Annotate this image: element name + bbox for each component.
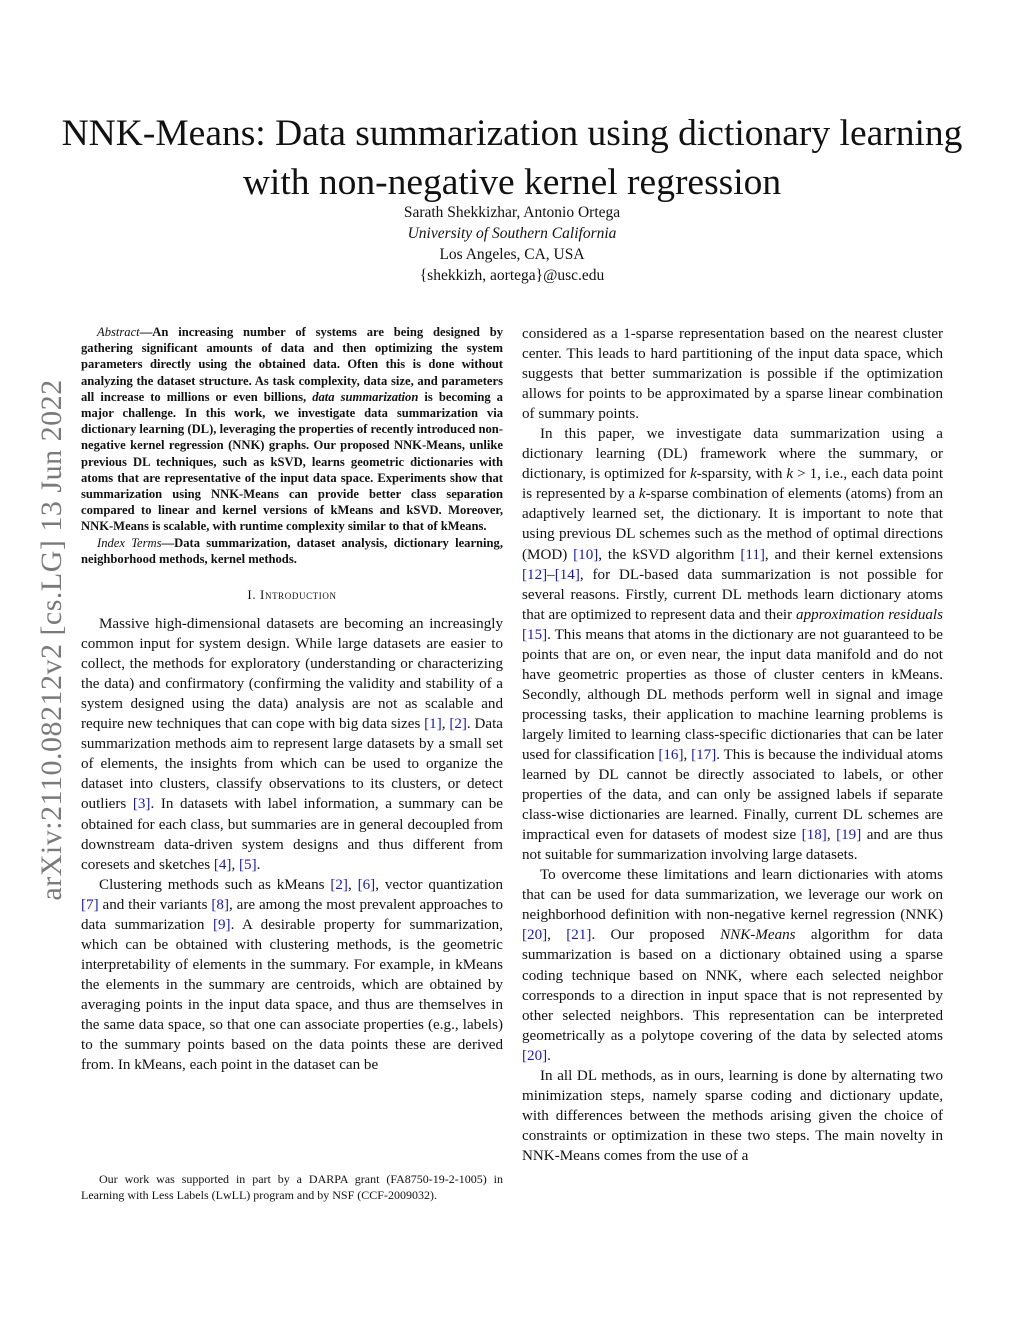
text-run: and their variants — [98, 896, 212, 913]
citation-link[interactable]: [2] — [449, 716, 467, 733]
footnote: Our work was supported in part by a DARPA grant (FA8750-19-2-1005) in Learning with Less Labels (LwLL) program and by NSF (CCF-2009032). — [81, 1172, 503, 1202]
text-run: , — [441, 716, 450, 733]
index-terms-text: —Data summarization, dataset analysis, dictionary learning, neighborhood methods, kernel methods. — [81, 535, 503, 566]
text-run: . Data summarization methods aim to represent large datasets by a small set of elements, the insights from which can be used to organize the dataset into clusters, classify observations to its clusters, or detect outliers — [81, 716, 503, 813]
text-run: , are among the most prevalent approaches to data summarization — [81, 896, 504, 933]
citation-link[interactable]: [2] — [330, 876, 348, 893]
text-run: Clustering methods such as kMeans — [99, 876, 331, 893]
math-variable: k — [786, 466, 794, 483]
emphasis-text: approximation residuals — [796, 606, 943, 623]
text-run: > 1, i.e., each data point is represented by a — [522, 466, 944, 503]
intro-paragraph-5: In all DL methods, as in ours, learning is done by alternating two minimization steps, namely sparse coding and dictionary update, with differences between the methods arising given the choice of constraints or optimization in these two steps. The main novelty in NNK-Means comes from the use of a — [522, 1067, 943, 1164]
author-names: Sarath Shekkizhar, Antonio Ortega — [403, 204, 621, 221]
abstract-label: Abstract — [97, 325, 140, 339]
citation-link[interactable]: [21] — [566, 927, 592, 944]
author-affiliation: University of Southern California — [407, 225, 617, 242]
text-run: Massive high-dimensional datasets are becoming an increasingly common input for system design. While large datasets are easier to collect, the methods for exploratory (understanding or characterizing the data) and confirmatory (confirming the validity and stability of a system designed using the data) analysis are not as scalable and require new techniques that can cope with big data sizes — [81, 616, 503, 733]
author-location: Los Angeles, CA, USA — [439, 246, 585, 263]
citation-link[interactable]: [15] — [522, 626, 548, 643]
citation-link[interactable]: [20] — [522, 1047, 548, 1064]
abstract-emphasis: data summarization — [312, 389, 419, 404]
left-column — [81, 324, 503, 1075]
text-run: In this paper, we investigate data summarization using a dictionary learning (DL) framework where the summary, or dictionary, is optimized for — [522, 426, 943, 483]
citation-link[interactable]: [7] — [81, 896, 99, 913]
section-title: Introduction — [260, 587, 337, 603]
abstract-text-cont: is becoming a major challenge. In this work, we investigate data summarization via dictionary learning (DL), leveraging the properties of recently introduced non-negative kernel regression (NNK) graphs. Our proposed NNK-Means, unlike previous DL techniques, such as kSVD, learns geometric dictionaries with atoms that are representative of the input data space. Experiments show that summarization using NNK-Means can provide better class separation compared to linear and kernel versions of kMeans and kSVD. Moreover, NNK-Means is scalable, with runtime complexity similar to that of kMeans. — [81, 389, 503, 534]
author-block — [0, 202, 1024, 286]
intro-paragraph-2 — [81, 875, 503, 1075]
citation-link[interactable]: [19] — [836, 827, 862, 844]
section-heading — [81, 587, 503, 603]
text-run: . In datasets with label information, a summary can be obtained for each class, but summaries are in general decoupled from downstream data-driven system designs and thus different from coresets and sketches — [81, 796, 503, 873]
citation-link[interactable]: [4] — [213, 856, 232, 873]
text-run: and are thus not suitable for summarization involving large datasets. — [522, 827, 944, 864]
text-run: , vector quantization — [375, 876, 504, 893]
emphasis-text: NNK-Means — [720, 927, 796, 944]
citation-link[interactable]: [6] — [357, 876, 376, 893]
intro-paragraph-continued: considered as a 1-sparse representation based on the nearest cluster center. This leads to hard partitioning of the input data space, which suggests that better summarization is possible if the optimization allows for points to be approximated by a sparse linear combination of summary points. — [522, 326, 943, 423]
citation-link[interactable]: [3] — [132, 796, 151, 813]
citation-link[interactable]: [11] — [740, 546, 765, 563]
citation-link[interactable]: [1] — [424, 716, 442, 733]
text-run: , — [347, 876, 358, 893]
citation-link[interactable]: [5] — [239, 856, 257, 873]
math-variable: k — [690, 466, 697, 483]
text-run: , — [683, 746, 692, 763]
text-run: , the kSVD algorithm — [598, 546, 741, 563]
text-run: . This means that atoms in the dictionary are not guaranteed to be points that are on, or even near, the input data manifold and do not have geometric properties as those of cluster centers in kMeans. Secondly, although DL methods perform well in signal and image processing tasks, their application to machine learning problems is largely limited to learning class-specific dictionaries that can be later used for classification — [522, 626, 943, 763]
index-terms — [81, 535, 503, 567]
citation-link[interactable]: [18] — [801, 827, 827, 844]
arxiv-identifier-stamp: arXiv:2110.08212v2 [cs.LG] 13 Jun 2022 — [35, 379, 68, 901]
section-number: I. — [247, 587, 261, 603]
text-run: , — [231, 856, 240, 873]
text-run: , — [826, 827, 837, 844]
right-column — [522, 324, 943, 1166]
text-run: -sparse combination of elements (atoms) from an adaptively learned set, the dictionary. It is important to note that using previous DL schemes such as the method of optimal directions (MOD) — [522, 486, 943, 563]
citation-link[interactable]: [12] — [522, 566, 548, 583]
author-email: {shekkizh, aortega}@usc.edu — [419, 267, 605, 284]
citation-link[interactable]: [8] — [211, 896, 229, 913]
paper-title: NNK-Means: Data summarization using dictionary learning with non-negative kernel regression — [61, 113, 963, 204]
text-run: . — [547, 1047, 551, 1064]
text-run: , — [547, 927, 567, 944]
text-run: , for DL-based data summarization is not possible for several reasons. Firstly, current DL methods learn dictionary atoms that are optimized to represent data and their — [522, 566, 943, 623]
citation-link[interactable]: [9] — [212, 916, 231, 933]
text-run: -sparsity, with — [696, 466, 787, 483]
intro-paragraph-1 — [81, 614, 503, 875]
text-run: . A desirable property for summarization, which can be obtained with clustering methods, is the geometric interpretability of elements in the summary. For example, in kMeans the elements in the summary are centroids, which are obtained by averaging points in the input data space, and thus are themselves in the same data space, so that one can associate properties (e.g., labels) to the summary points based on the data points these are derived from. In kMeans, each point in the dataset can be — [81, 916, 504, 1074]
text-run: , and their kernel extensions — [764, 546, 943, 563]
citation-link[interactable]: [20] — [522, 927, 548, 944]
text-run: . Our proposed — [591, 927, 721, 944]
abstract-text: —An increasing number of systems are being designed by gathering significant amounts of data and then optimizing the system parameters directly using the obtained data. Often this is done without analyzing the dataset structure. As task complexity, data size, and parameters all increase to millions or even billions, — [81, 325, 503, 404]
text-run: . — [256, 856, 261, 873]
intro-paragraph-4 — [522, 865, 943, 1065]
intro-paragraph-3 — [522, 424, 943, 865]
citation-link[interactable]: [14] — [554, 566, 580, 583]
math-variable: k — [638, 486, 646, 503]
citation-link[interactable]: [17] — [691, 746, 717, 763]
abstract — [81, 324, 503, 535]
citation-link[interactable]: [16] — [658, 746, 684, 763]
text-run: . This is because the individual atoms learned by DL cannot be directly associated to labels, or other properties of the data, and can only be assigned labels if separate class-wise dictionaries are learned. Finally, current DL schemes are impractical even for datasets of modest size — [522, 746, 943, 844]
index-terms-label: Index Terms — [97, 535, 162, 550]
text-run: algorithm for data summarization is based on a dictionary obtained using a sparse coding technique based on NNK, where each selected neighbor corresponds to a direction in input space that is not represented by other selected neighbors. This representation can be interpreted geometrically as a polytope covering of the data by selected atoms — [522, 927, 943, 1044]
citation-link[interactable]: [10] — [573, 546, 599, 563]
text-run: To overcome these limitations and learn dictionaries with atoms that can be used for data summarization, we leverage our work on neighborhood definition with non-negative kernel regression (NNK) — [522, 867, 943, 924]
text-run: – — [547, 566, 555, 583]
